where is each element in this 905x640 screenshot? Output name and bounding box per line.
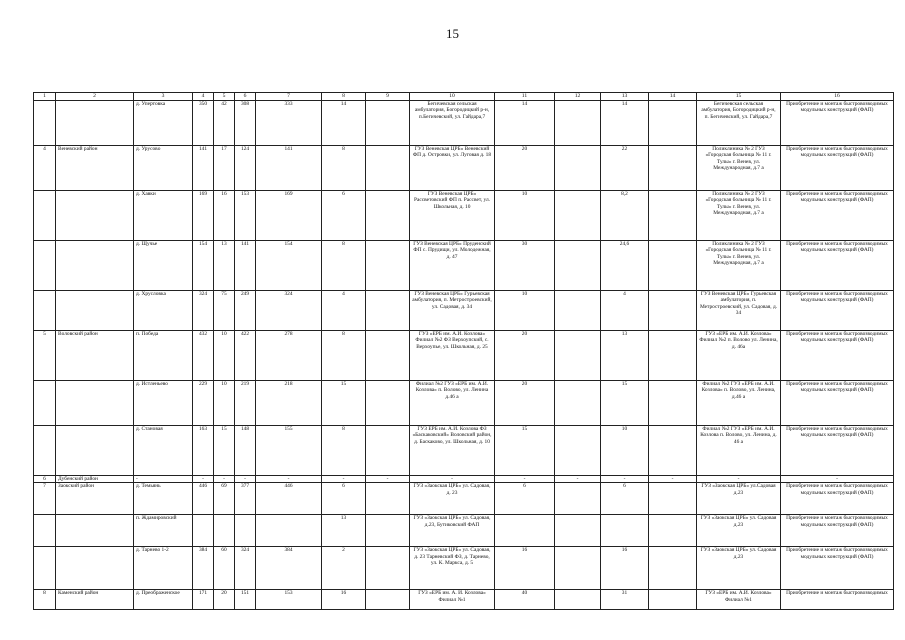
- table-cell: 20: [214, 590, 235, 610]
- header-cell: 16: [781, 93, 894, 101]
- table-cell: -: [214, 476, 235, 483]
- header-row: [34, 93, 894, 101]
- table-cell: ГУЗ ЕРБ им. А.И. Козлова ФЗ «Баскаковский» Воловский район, д. Баскаково, ул. Школьная, д. 10: [410, 426, 495, 476]
- header-cell: 13: [601, 93, 649, 101]
- table-cell: 15: [601, 381, 649, 426]
- table-cell: [193, 515, 214, 547]
- table-cell: 6: [34, 476, 56, 483]
- table-cell: Приобретение и монтаж быстровозводимых модульных конструкций (ФАП): [781, 291, 894, 331]
- table-cell: Приобретение и монтаж быстровозводимых: [781, 590, 894, 610]
- header-cell: 2: [56, 93, 134, 101]
- table-cell: [555, 241, 601, 291]
- table-cell: Приобретение и монтаж быстровозводимых модульных конструкций (ФАП): [781, 101, 894, 146]
- table-cell: 2: [322, 547, 366, 590]
- table-cell: [366, 146, 410, 191]
- table-row: [34, 476, 894, 483]
- table-cell: 154: [256, 241, 322, 291]
- header-cell: 12: [555, 93, 601, 101]
- table-cell: 10: [214, 331, 235, 381]
- table-cell: ГУЗ Веневская ЦРБ» Веневский ФП д. Островки, ул. Луговая д. 18: [410, 146, 495, 191]
- table-cell: ГУЗ «Заокская ЦРБ» ул.Садовая д.23: [697, 483, 781, 515]
- table-cell: Приобретение и монтаж быстровозводимых модульных конструкций (ФАП): [781, 483, 894, 515]
- table-cell: Филиал №2 ГУЗ «ЕРБ им. А.И. Козлова п. Волово, ул. Ленина, д. 46 а: [697, 426, 781, 476]
- table-cell: Поликлиника № 2 ГУЗ «Городская больница № 11 г. Тулы» г. Венев, ул. Международная, д.7 а: [697, 191, 781, 241]
- table-cell: 20: [495, 331, 555, 381]
- table-cell: ГУЗ Веневская ЦРБ» Пруденский ФП с. Прудищи, ул. Молодежная, д. 47: [410, 241, 495, 291]
- table-cell: д. Хрусловка: [134, 291, 193, 331]
- table-cell: 249: [235, 291, 256, 331]
- table-cell: -: [697, 476, 781, 483]
- table-cell: 324: [235, 547, 256, 590]
- table-cell: [366, 515, 410, 547]
- table-cell: [555, 426, 601, 476]
- table-cell: -: [649, 476, 697, 483]
- table-cell: 14: [322, 101, 366, 146]
- table-cell: 15: [495, 426, 555, 476]
- table-cell: 31: [601, 590, 649, 610]
- table-cell: [34, 381, 56, 426]
- table-cell: Приобретение и монтаж быстровозводимых модульных конструкций (ФАП): [781, 381, 894, 426]
- table-cell: Приобретение и монтаж быстровозводимых модульных конструкций (ФАП): [781, 331, 894, 381]
- table-cell: [366, 331, 410, 381]
- data-table: [33, 92, 894, 610]
- table-row: [34, 101, 894, 146]
- table-cell: 10: [495, 291, 555, 331]
- table-cell: 8: [322, 331, 366, 381]
- table-cell: 8: [34, 590, 56, 610]
- table-cell: 8: [322, 241, 366, 291]
- table-cell: [56, 426, 134, 476]
- table-cell: [56, 515, 134, 547]
- table-cell: -: [256, 476, 322, 483]
- table-cell: д. Хавки: [134, 191, 193, 241]
- table-cell: 60: [214, 547, 235, 590]
- table-cell: 169: [193, 191, 214, 241]
- table-cell: 446: [193, 483, 214, 515]
- table-cell: [34, 191, 56, 241]
- table-cell: 219: [235, 381, 256, 426]
- table-cell: 20: [495, 146, 555, 191]
- table-cell: 308: [235, 101, 256, 146]
- table-row: [34, 191, 894, 241]
- table-cell: -: [555, 476, 601, 483]
- table-cell: Приобретение и монтаж быстровозводимых модульных конструкций (ФАП): [781, 191, 894, 241]
- table-cell: [366, 191, 410, 241]
- table-cell: 6: [322, 483, 366, 515]
- table-cell: д. Упертовка: [134, 101, 193, 146]
- table-cell: [235, 515, 256, 547]
- header-cell: 6: [235, 93, 256, 101]
- table-cell: 7: [34, 483, 56, 515]
- table-cell: 24,6: [601, 241, 649, 291]
- table-cell: [366, 381, 410, 426]
- table-cell: 69: [214, 483, 235, 515]
- table-cell: 377: [235, 483, 256, 515]
- table-cell: [649, 191, 697, 241]
- table-cell: [34, 291, 56, 331]
- table-cell: 8: [322, 426, 366, 476]
- table-cell: 432: [193, 331, 214, 381]
- header-cell: 4: [193, 93, 214, 101]
- table-cell: -: [601, 476, 649, 483]
- table-cell: 446: [256, 483, 322, 515]
- table-cell: ГУЗ Веневская ЦРБ» Гурьевская амбулатория, п. Метростроевский, ул. Садовая, д. 34: [410, 291, 495, 331]
- table-cell: 154: [193, 241, 214, 291]
- table-cell: [56, 101, 134, 146]
- table-cell: [366, 590, 410, 610]
- table-cell: Каменский район: [56, 590, 134, 610]
- table-cell: 10: [601, 426, 649, 476]
- table-cell: ГУЗ «ЕРБ им. А.И. Козлова» Филиал №2 п. Волово ул. Ленина, д. 46а: [697, 331, 781, 381]
- table-cell: ГУЗ «Заокская ЦРБ» ул. Садовая, д. 23: [410, 483, 495, 515]
- table-cell: [649, 101, 697, 146]
- header-cell: 15: [697, 93, 781, 101]
- table-row: [34, 146, 894, 191]
- table-cell: -: [193, 476, 214, 483]
- table-cell: 324: [193, 291, 214, 331]
- table-cell: [495, 515, 555, 547]
- table-cell: [34, 547, 56, 590]
- page-number: 15: [446, 26, 459, 41]
- table-cell: Воловский район: [56, 331, 134, 381]
- table-cell: 333: [256, 101, 322, 146]
- table-cell: -: [134, 476, 193, 483]
- table-cell: Приобретение и монтаж быстровозводимых модульных конструкций (ФАП): [781, 241, 894, 291]
- table-cell: 13: [214, 241, 235, 291]
- table-cell: 30: [495, 241, 555, 291]
- table-cell: [649, 426, 697, 476]
- table-cell: Приобретение и монтаж быстровозводимых модульных конструкций (ФАП): [781, 547, 894, 590]
- table-cell: [555, 590, 601, 610]
- table-row: [34, 483, 894, 515]
- table-cell: [56, 291, 134, 331]
- table-cell: ГУЗ «ЕРБ им. А.И. Козлова» Филиал №1: [697, 590, 781, 610]
- table-cell: [649, 331, 697, 381]
- table-cell: 8,2: [601, 191, 649, 241]
- table-cell: 278: [256, 331, 322, 381]
- table-cell: 5: [34, 331, 56, 381]
- table-cell: 15: [214, 426, 235, 476]
- table-cell: ГУЗ «Заокская ЦРБ» ул. Садовая д.23: [697, 547, 781, 590]
- table-cell: [555, 101, 601, 146]
- table-cell: д. Урусово: [134, 146, 193, 191]
- table-cell: [555, 291, 601, 331]
- table-cell: [649, 515, 697, 547]
- table-row: [34, 515, 894, 547]
- header-cell: 10: [410, 93, 495, 101]
- table-cell: 10: [495, 191, 555, 241]
- table-cell: -: [235, 476, 256, 483]
- table-cell: Филиал №2 ГУЗ «ЕРБ им. А.И. Козлова» п. Волово, ул. Ленина, д.46 а: [697, 381, 781, 426]
- table-cell: Бегичевская сельская амбулатория, Богородицкий р-н, п. Бегичевский, ул. Гайдара,7: [697, 101, 781, 146]
- table-cell: [649, 483, 697, 515]
- table-cell: [555, 381, 601, 426]
- table-cell: 16: [601, 547, 649, 590]
- table-cell: 14: [601, 101, 649, 146]
- table-cell: [34, 515, 56, 547]
- table-cell: 153: [235, 191, 256, 241]
- table-cell: 16: [495, 547, 555, 590]
- table-cell: д. Истленьево: [134, 381, 193, 426]
- table-cell: ГУЗ «Заокская ЦРБ» ул. Садовая, д.23, Бутиковский ФАП: [410, 515, 495, 547]
- table-cell: 4: [322, 291, 366, 331]
- table-cell: [649, 381, 697, 426]
- table-cell: [555, 547, 601, 590]
- table-cell: ГУЗ «Заокская ЦРБ» ул. Садовая, д. 23 Тарневский ФЗ, д. Тарнево, ул. К. Маркса, д. 5: [410, 547, 495, 590]
- table-cell: Дубенский район: [56, 476, 134, 483]
- table-cell: [366, 101, 410, 146]
- table-cell: -: [495, 476, 555, 483]
- table-cell: 153: [256, 590, 322, 610]
- table-cell: ГУЗ Веневская ЦРБ» Гурьевская амбулатория, п. Метростроевский, ул. Садовая, д. 34: [697, 291, 781, 331]
- table-cell: 141: [193, 146, 214, 191]
- table-cell: 422: [235, 331, 256, 381]
- table-cell: 6: [495, 483, 555, 515]
- table-cell: ГУЗ «ЕРБ им. А. И. Козлова» Филиал №1: [410, 590, 495, 610]
- table-cell: [649, 590, 697, 610]
- table-cell: [649, 146, 697, 191]
- table-cell: [214, 515, 235, 547]
- table-cell: 40: [495, 590, 555, 610]
- table-cell: 169: [256, 191, 322, 241]
- table-cell: 384: [256, 547, 322, 590]
- table-cell: д. Становая: [134, 426, 193, 476]
- table-cell: 22: [601, 146, 649, 191]
- table-cell: 4: [601, 291, 649, 331]
- header-cell: 14: [649, 93, 697, 101]
- table-cell: ГУЗ Веневская ЦРБ» Рассветовский ФП п. Рассвет, ул. Школьная, д. 10: [410, 191, 495, 241]
- table-cell: [366, 291, 410, 331]
- table-cell: п. Ждамировский: [134, 515, 193, 547]
- table-cell: -: [322, 476, 366, 483]
- table-row: [34, 331, 894, 381]
- table-cell: ГУЗ «ЕРБ им. А.И. Козлова» Филиал №2 ФЗ Верхоупский, с. Верхоупье, ул. Школьная, д. 25: [410, 331, 495, 381]
- header-cell: 7: [256, 93, 322, 101]
- table-cell: [649, 291, 697, 331]
- table-cell: [366, 426, 410, 476]
- table-cell: [34, 241, 56, 291]
- table-cell: [256, 515, 322, 547]
- table-cell: [366, 241, 410, 291]
- table-cell: [555, 515, 601, 547]
- table-cell: 8: [322, 146, 366, 191]
- table-row: [34, 241, 894, 291]
- table-cell: Приобретение и монтаж быстровозводимых модульных конструкций (ФАП): [781, 426, 894, 476]
- table-cell: [555, 191, 601, 241]
- table-row: [34, 547, 894, 590]
- table-cell: [366, 547, 410, 590]
- table-cell: 148: [235, 426, 256, 476]
- table-cell: [649, 547, 697, 590]
- table-cell: -: [366, 476, 410, 483]
- table-cell: 218: [256, 381, 322, 426]
- table-cell: 17: [214, 146, 235, 191]
- table-cell: 16: [214, 191, 235, 241]
- table-cell: Приобретение и монтаж быстровозводимых модульных конструкций (ФАП): [781, 146, 894, 191]
- table-cell: 16: [322, 590, 366, 610]
- table-cell: 6: [322, 191, 366, 241]
- table-cell: [34, 101, 56, 146]
- table-cell: [56, 191, 134, 241]
- table-cell: 42: [214, 101, 235, 146]
- table-cell: 229: [193, 381, 214, 426]
- table-cell: п. Победа: [134, 331, 193, 381]
- table-cell: Поликлиника № 2 ГУЗ «Городская больница № 11 г. Тулы» г. Венев, ул. Международная, д.7 а: [697, 146, 781, 191]
- table-cell: 384: [193, 547, 214, 590]
- header-cell: 5: [214, 93, 235, 101]
- table-cell: 10: [214, 381, 235, 426]
- table-cell: [555, 483, 601, 515]
- header-cell: 11: [495, 93, 555, 101]
- table-cell: 163: [193, 426, 214, 476]
- table-cell: 15: [322, 381, 366, 426]
- table-cell: [34, 426, 56, 476]
- table-row: [34, 381, 894, 426]
- table-cell: 324: [256, 291, 322, 331]
- table-cell: д. Тарнево 1-2: [134, 547, 193, 590]
- table-cell: 171: [193, 590, 214, 610]
- header-cell: 8: [322, 93, 366, 101]
- table-row: [34, 426, 894, 476]
- table-cell: [56, 547, 134, 590]
- table-cell: -: [410, 476, 495, 483]
- table-cell: 155: [256, 426, 322, 476]
- header-cell: 3: [134, 93, 193, 101]
- table-cell: 75: [214, 291, 235, 331]
- table-cell: 124: [235, 146, 256, 191]
- table-cell: [601, 515, 649, 547]
- table-cell: д. Темьянь: [134, 483, 193, 515]
- table-cell: 13: [601, 331, 649, 381]
- table-cell: ГУЗ «Заокская ЦРБ» ул. Садовая д.23: [697, 515, 781, 547]
- table-cell: 13: [322, 515, 366, 547]
- table-cell: 141: [235, 241, 256, 291]
- table-cell: Поликлиника № 2 ГУЗ «Городская больница № 11 г. Тулы» г. Венев, ул. Международная, д.7 а: [697, 241, 781, 291]
- header-cell: 1: [34, 93, 56, 101]
- table-cell: 14: [495, 101, 555, 146]
- table-cell: Веневский район: [56, 146, 134, 191]
- table-cell: 4: [34, 146, 56, 191]
- table-row: [34, 590, 894, 610]
- table-cell: 151: [235, 590, 256, 610]
- table-cell: -: [781, 476, 894, 483]
- table-cell: 350: [193, 101, 214, 146]
- table-cell: Филиал №2 ГУЗ «ЕРБ им. А.И. Козлова» п. Волово, ул. Ленина д.46 а: [410, 381, 495, 426]
- table-cell: Приобретение и монтаж быстровозводимых модульных конструкций (ФАП): [781, 515, 894, 547]
- table-cell: [555, 146, 601, 191]
- table-cell: 20: [495, 381, 555, 426]
- table-cell: [555, 331, 601, 381]
- table-cell: [56, 381, 134, 426]
- table-cell: [56, 241, 134, 291]
- table-cell: [366, 483, 410, 515]
- table-cell: д. Преображенское: [134, 590, 193, 610]
- table-cell: д. Щучье: [134, 241, 193, 291]
- header-cell: 9: [366, 93, 410, 101]
- table-cell: 141: [256, 146, 322, 191]
- table-row: [34, 291, 894, 331]
- table-cell: [649, 241, 697, 291]
- table-cell: 6: [601, 483, 649, 515]
- table-cell: Бегичевская сельская амбулатория, Богородицкий р-н, п.Бегичевский, ул. Гайдара,7: [410, 101, 495, 146]
- table-cell: Заокский район: [56, 483, 134, 515]
